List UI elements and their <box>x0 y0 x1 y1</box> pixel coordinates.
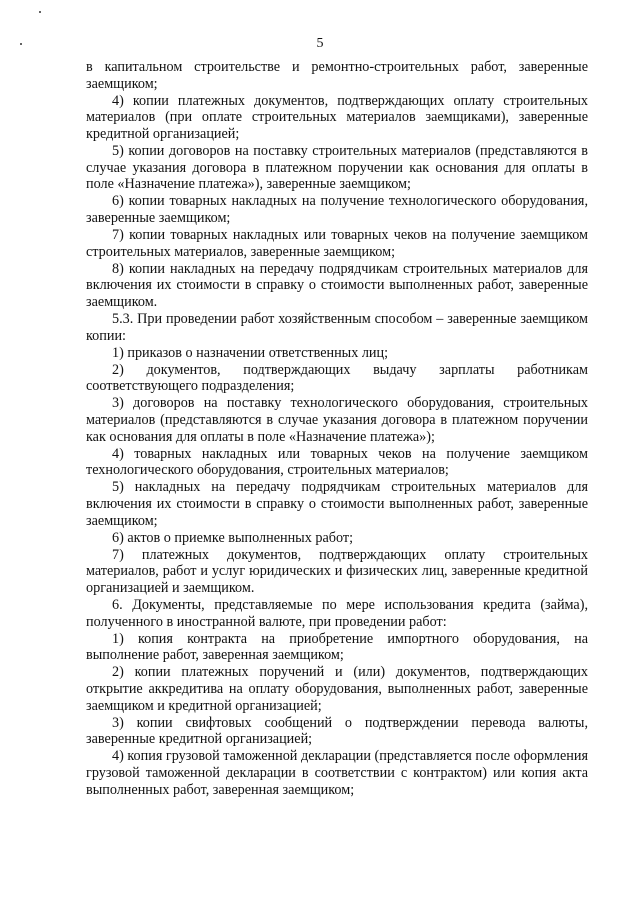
section-heading: 5.3. При проведении работ хозяйственным способом – заверенные заемщиком копии: <box>86 310 588 344</box>
paragraph: 7) платежных документов, подтверждающих оплату строительных материалов, работ и услуг юридических и физических лиц, заверенные кредитной организацией и заемщиком. <box>86 546 588 596</box>
paragraph: 1) приказов о назначении ответственных лиц; <box>112 344 389 361</box>
paragraph: 4) копия грузовой таможенной декларации (представляется после оформления грузовой таможенной декларации в соответствии с контрактом) или копия акта выполненных работ, заверенная заемщиком; <box>86 748 588 798</box>
paragraph: 2) копии платежных поручений и (или) документов, подтверждающих открытие аккредитива на оплату оборудования, выполненных работ, заверенные заемщиком и кредитной организацией; <box>86 664 588 714</box>
scan-speck <box>39 11 41 13</box>
paragraph: 3) копии свифтовых сообщений о подтверждении перевода валюты, заверенные кредитной организацией; <box>86 714 588 748</box>
paragraph: 3) договоров на поставку технологического оборудования, строительных материалов (представляются в случае указания договора в платежном поручении как основания для оплаты в поле «Назначение платежа»); <box>86 395 588 445</box>
paragraph: 1) копия контракта на приобретение импортного оборудования, на выполнение работ, заверенная заемщиком; <box>86 630 588 664</box>
paragraph: 5) накладных на передачу подрядчикам строительных материалов для включения их стоимости в справку о стоимости выполненных работ, заверенные заемщиком; <box>86 479 588 529</box>
document-body <box>86 59 588 799</box>
paragraph: 6) копии товарных накладных на получение технологического оборудования, заверенные заемщиком; <box>86 193 588 226</box>
paragraph: 4) копии платежных документов, подтверждающих оплату строительных материалов (при оплате строительных материалов заемщиками), заверенные кредитной организацией; <box>86 92 588 142</box>
page-number: 5 <box>316 36 324 51</box>
paragraph: 2) документов, подтверждающих выдачу зарплаты работникам соответствующего подразделения; <box>86 361 588 395</box>
paragraph: 6) актов о приемке выполненных работ; <box>112 529 354 546</box>
paragraph: 7) копии товарных накладных или товарных чеков на получение заемщиком строительных материалов, заверенные заемщиком; <box>86 226 588 260</box>
paragraph: 8) копии накладных на передачу подрядчикам строительных материалов для включения их стоимости в справку о стоимости выполненных работ, заверенные заемщиком. <box>86 260 588 310</box>
section-heading: 6. Документы, представляемые по мере использования кредита (займа), полученного в иностранной валюте, при проведении работ: <box>86 597 588 630</box>
paragraph: в капитальном строительстве и ремонтно-строительных работ, заверенные заемщиком; <box>86 59 588 92</box>
paragraph: 5) копии договоров на поставку строительных материалов (представляются в случае указания договора в платежном поручении как основания для оплаты в поле «Назначение платежа»), заверенные заемщиком; <box>86 142 588 193</box>
paragraph: 4) товарных накладных или товарных чеков на получение заемщиком технологического оборудования, строительных материалов; <box>86 445 588 479</box>
